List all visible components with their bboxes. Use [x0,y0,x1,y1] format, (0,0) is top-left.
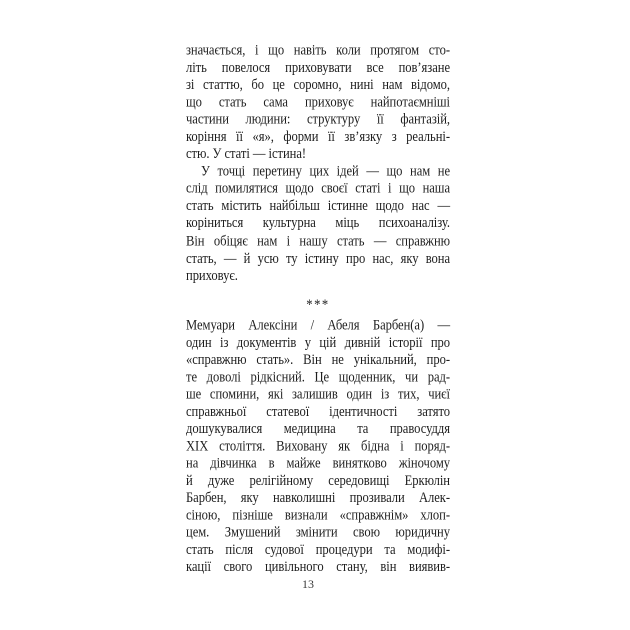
text-line: сіною, пізніше визнали «справжнім» хлоп- [186,506,450,523]
text-line: на дівчинка в майже винятково жіночому [186,454,450,472]
section-separator: *** [306,296,330,313]
paragraph [186,317,450,577]
text-line: У точці перетину цих ідей — що нам не [201,163,450,180]
text-line: приховує. [186,266,238,284]
text-line: коріння її «я», форми її зв’язку з реальні- [186,128,450,145]
text-line: стю. У статі — істина! [186,145,307,162]
text-line: частини людини: структуру її фантазій, [186,111,450,128]
paragraph [186,163,450,284]
text-line: справжньої статевої ідентичності затято [186,403,450,420]
text-line: значається, і що навіть коли протягом сто- [186,42,450,59]
text-line: ХІХ століття. Виховану як бідна і поряд- [186,437,450,454]
text-line: один із документів у цій дивній історії про [186,333,450,350]
text-line: й дуже релігійному середовищі Еркюлін [186,472,450,489]
text-line: дошукувалися медицина та правосуддя [186,420,450,437]
text-line: Барбен, яку навколишні прозивали Алек- [186,489,450,506]
text-line: Він обіцяє нам і нашу стать — справжню [186,232,450,249]
text-line: стать після судової процедури та модифі- [186,541,450,558]
text-column [186,42,450,576]
text-line: стать містить найбільш істинне щодо нас — [186,197,450,214]
text-line: стать, — й усю ту істину про нас, яку вона [186,249,450,266]
text-line: «справжню стать». Він не унікальний, про- [186,351,450,368]
text-line: кації свого цивільного стану, він виявив- [186,558,450,575]
text-line: що стать сама приховує найпотаємніші [186,93,450,111]
paragraph [186,42,450,163]
text-line: Мемуари Алексіни / Абеля Барбен(а) — [186,316,450,333]
page-number: 13 [302,577,314,591]
text-line: слід помилятися щодо своєї статі і що наша [186,180,450,197]
text-line: цем. Змушений змінити свою юридичну [186,524,450,541]
text-line: зі статтю, бо це соромно, нині нам відомо, [186,76,450,93]
text-line: те доволі рідкісний. Це щоденник, чи рад- [186,368,450,385]
text-line: літь повелося приховувати все пов’язане [186,59,450,76]
text-line: ше спомини, які залишив один із тих, чиєї [186,385,450,402]
text-line: коріниться культурна міць психоаналізу. [186,215,450,232]
